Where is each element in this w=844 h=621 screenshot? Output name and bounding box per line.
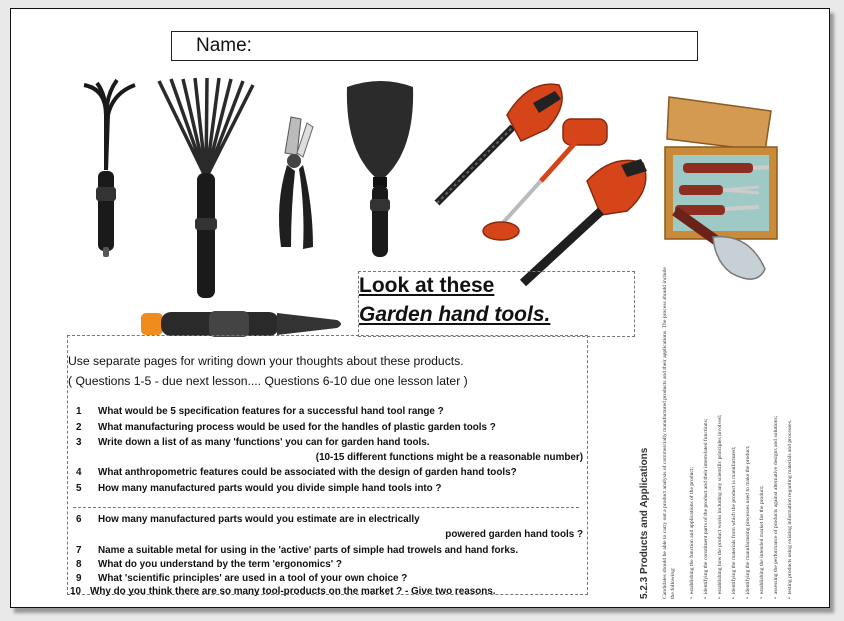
- spec-bullet: • identifying the constituent parts of the product and their interrelated functions;: [703, 418, 709, 599]
- spec-title: 5.2.3 Products and Applications: [639, 447, 650, 599]
- spec-bullet: • establishing the function and applications of the product;: [689, 467, 695, 599]
- question-text: What manufacturing process would be used for the handles of plastic garden tools ?: [98, 422, 496, 433]
- leaf-blower-icon: [517, 153, 655, 287]
- question-text: How many manufactured parts would you estimate are in electrically: [98, 514, 420, 525]
- question-number: 4: [76, 467, 82, 478]
- question-number: 9: [76, 573, 82, 584]
- pruning-shears-icon: [261, 113, 321, 253]
- heading-line-2: Garden hand tools.: [359, 303, 551, 326]
- name-field[interactable]: [171, 31, 698, 61]
- question-text: Write down a list of as many 'functions' you can for garden hand tools.: [98, 437, 430, 448]
- spec-bullet: • identifying the materials from which the product is manufactured;: [731, 446, 737, 599]
- leaf-rake-icon: [151, 73, 261, 305]
- hand-cultivator-icon: [73, 75, 143, 265]
- question-text: Name a suitable metal for using in the 'active' parts of simple had trowels and hand forks.: [98, 545, 519, 556]
- question-number: 3: [76, 437, 82, 448]
- section-divider: [73, 507, 579, 508]
- heading-box: [358, 271, 635, 337]
- question-number: 8: [76, 559, 82, 570]
- question-number: 10: [70, 586, 81, 597]
- spec-intro: Candidates should be able to carry out a product analysis of commercially manufactured products and their applications. The process should include the following:: [662, 267, 676, 599]
- instructions-line-1: Use separate pages for writing down your thoughts about these products.: [68, 354, 464, 368]
- question-text: What 'scientific principles' are used in a tool of your own choice ?: [98, 573, 408, 584]
- question-text: How many manufactured parts would you divide simple hand tools into ?: [98, 483, 442, 494]
- question-number: 7: [76, 545, 82, 556]
- spec-bullet: • establishing how the product works including any scientific principles involved;: [717, 414, 723, 599]
- trowel-icon: [341, 81, 421, 261]
- spec-bullet: • establishing the intended market for the product;: [759, 485, 765, 599]
- question-number: 6: [76, 514, 82, 525]
- worksheet-page: [10, 8, 830, 608]
- heading-line-1: Look at these: [359, 274, 495, 297]
- question-continuation: (10-15 different functions might be a reasonable number): [315, 452, 583, 463]
- questions-box: [67, 335, 588, 595]
- specification-excerpt: [639, 259, 809, 599]
- question-text: What do you understand by the term 'ergonomics' ?: [98, 559, 342, 570]
- question-continuation: powered garden hand tools ?: [445, 529, 583, 540]
- question-number: 2: [76, 422, 82, 433]
- name-label: Name:: [196, 35, 252, 56]
- question-number: 1: [76, 406, 82, 417]
- question-text: What anthropometric features could be associated with the design of garden hand tools?: [98, 467, 517, 478]
- spec-bullet: • assessing the performance of products against alternative designs and solutions;: [773, 415, 779, 599]
- spec-bullet: • identifying the manufacturing processes used to make the product;: [745, 445, 751, 599]
- question-text: Why do you think there are so many tool-products on the market ? - Give two reasons.: [90, 586, 496, 597]
- question-text: What would be 5 specification features for a successful hand tool range ?: [98, 406, 444, 417]
- question-number: 5: [76, 483, 82, 494]
- instructions-line-2: ( Questions 1-5 - due next lesson.... Questions 6-10 due one lesson later ): [68, 374, 468, 388]
- spec-bullet: • testing products using existing information regarding materials and processes.: [787, 419, 793, 599]
